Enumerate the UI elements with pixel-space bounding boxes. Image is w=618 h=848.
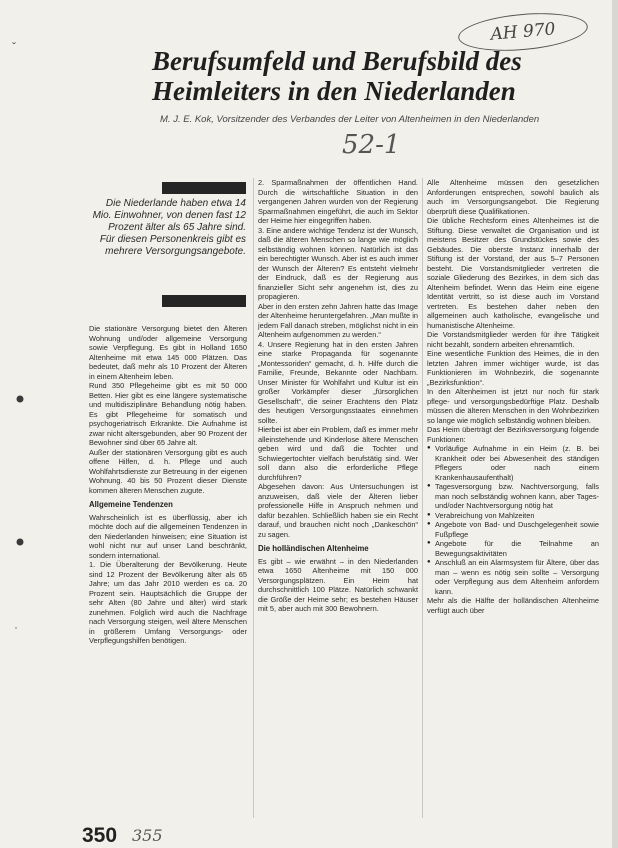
punch-hole-icon <box>15 537 25 547</box>
bullet-text: Vorläufige Aufnahme in ein Heim (z. B. bei Krankheit oder bei Abwesenheit des ständigen Pflegers oder nach einem Krankenhausaufenthalt) <box>435 444 599 482</box>
margin-mark: · <box>14 620 18 634</box>
lead-paragraph: Die Niederlande haben etwa 14 Mio. Einwohner, von denen fast 12 Prozent älter als 65 Jahre sind. Für diesen Personenkreis gibt es mehrere Versorgungsangebote. <box>92 198 246 257</box>
paragraph: Aber in den ersten zehn Jahren hatte das Image der Altenheime heruntergefahren. „Man mußte in jedem Fall danach streben, möglichst nicht in ein Altenheim aufgenommen zu werden.“ <box>258 301 418 339</box>
bullet-text: Verabreichung von Mahlzeiten <box>435 510 535 520</box>
paragraph: Es gibt – wie erwähnt – in den Niederlanden etwa 1650 Altenheime mit 150 000 Versorgungsplätzen. Ein Heim hat durchschnittlich 100 Plätze. Natürlich schwankt die Größe der Heime sehr; es bestehen Häuser mit 5, aber auch mit 300 Bewohnern. <box>258 556 418 613</box>
bullet-icon: ● <box>427 445 431 451</box>
handwritten-note: 52-1 <box>342 130 401 160</box>
handwritten-page-note: 355 <box>132 826 163 845</box>
bullet-text: Tagesversorgung bzw. Nachtversorgung, falls man noch selbständig wohnen kann, aber Tages- und/oder Nachtversorgung nötig hat <box>435 482 599 510</box>
paragraph: 1. Die Überalterung der Bevölkerung. Heute sind 12 Prozent der Bevölkerung älter als 65 Jahre; um das Jahr 2010 werden es ca. 20 Prozent sein. Hauptsächlich die Gruppe der sehr Alten (80 Jahre und älter) wird stark zunehmen. Folglich wird auch die Nachfrage nach Versorgung steigen, weil ältere Menschen in größerem Umfang Versorgungs- oder Verpflegungshilfen benötigen. <box>89 560 247 645</box>
paragraph: 4. Unsere Regierung hat in den ersten Jahren eine starke Propaganda für sogenannte „Montessoriden“ gemacht, d. h. Hilfe durch die Familie, Freunde, Bekannte oder Nachbarn. Unser Minister für Wohlfahrt und Kultur ist ein großer Vorkämpfer dieser „fürsorglichen Gesellschaft“, die seiner Erachtens den Platz des heutigen Versorgungsstaates einnehmen sollte. <box>258 339 418 425</box>
section-heading: Allgemeine Tendenzen <box>89 500 173 509</box>
paragraph: Die übliche Rechtsform eines Altenheimes ist die Stiftung. Diese verwaltet die Organisation und ist meistens Besitzer des Grundstückes sowie des Gebäudes. Die oberste Instanz innerhalb der Stiftung ist der Vorstand, der aus 5–7 Personen besteht. Die Vorstandsmitglieder vertreten die soziale Gliederung des Bezirkes, in dem sich das Altenheim befindet. Wenn das Heim eine eigene Identität vertritt, so ist diese auch im Vorstand vertreten. Es bestehen daher neben den allgemeinen auch katholische, evangelische und humanistische Altenheime. <box>427 216 599 330</box>
bullet-item <box>427 511 599 521</box>
archive-stamp: AH 970 <box>457 8 590 55</box>
bullet-item <box>427 520 599 539</box>
paragraph: 2. Sparmaßnahmen der öffentlichen Hand. Durch die wirtschaftliche Situation in den vergangenen Jahren wurden von der Regierung Sparmaßnahmen eingeführt, die auch im Sektor der Heime hier eingegriffen haben. <box>258 178 418 225</box>
paragraph: Das Heim überträgt der Bezirksversorgung folgende Funktionen: <box>427 425 599 444</box>
paragraph: Die Vorstandsmitglieder werden für ihre Tätigkeit nicht bezahlt, sondern arbeiten ehrenamtlich. <box>427 330 599 349</box>
paragraph: Rund 350 Pflegeheime gibt es mit 50 000 Betten. Hier gibt es eine längere systematische und multidisziplinäre Behandlung nötig haben. Es gibt Pflegeheime für somatisch und psychogeriatrisch Erkrankte. Die Aufnahme ist zwar nicht altersgebunden, aber 90 Prozent der Bewohner sind über 65 Jahre alt. <box>89 381 247 447</box>
text-column-1 <box>89 324 247 646</box>
paragraph: 3. Eine andere wichtige Tendenz ist der Wunsch, daß die älteren Menschen so lange wie möglich selbständig wohnen können. Natürlich ist das ein berechtigter Wunsch. Aber ist es auch immer der Wunsch der Älteren? Es entsteht vielmehr der Eindruck, daß es der Regierung aus finanzieller Sicht sehr angenehm ist, dies zu propagieren. <box>258 225 418 301</box>
paragraph: Wahrscheinlich ist es überflüssig, aber ich möchte doch auf die allgemeinen Tendenzen in den Niederlanden hinweisen; eine Situation ist wohl nicht nur auf unser Land beschränkt, sondern international. <box>89 512 247 560</box>
punch-hole-icon <box>15 394 25 404</box>
paragraph: Mehr als die Hälfte der holländischen Altenheime verfügt auch über <box>427 596 599 615</box>
paragraph: Alle Altenheime müssen den gesetzlichen Anforderungen entsprechen, sowohl baulich als auch im Versorgungsangebot. Die Regierung überprüft diese Qualifikationen. <box>427 178 599 216</box>
lead-bottom-bar <box>162 295 246 307</box>
paragraph: Die stationäre Versorgung bietet den Älteren Wohnung und/oder allgemeine Versorgung sowie Verpflegung. Es gibt in Holland 1650 Altenheime mit etwa 145 000 Plätzen. Das bedeutet, daß mehr als 10 Prozent der Älteren in einem Altenheim leben. <box>89 324 247 381</box>
bullet-icon: ● <box>427 540 431 546</box>
text-column-3 <box>427 178 599 615</box>
column-divider <box>422 178 423 818</box>
bullet-text: Anschluß an ein Alarmsystem für Ältere, über das man – wenn es nötig sein sollte – Versorgung oder Verpflegung aus dem Altenheim anfordern kann. <box>435 558 599 596</box>
bullet-icon: ● <box>427 559 431 565</box>
bullet-text: Angebote für die Teilnahme an Bewegungsaktivitäten <box>435 539 599 558</box>
text-column-2 <box>258 178 418 614</box>
paragraph: Hierbei ist aber ein Problem, daß es immer mehr alleinstehende und Kinderlose ältere Menschen geben wird und daß die Tochter und Schwiegertochter vielfach berufstätig sind. Wer soll dann also die erforderliche Pflege durchführen? <box>258 425 418 482</box>
article-title: Berufsumfeld und Berufsbild des Heimleiters in den Niederlanden <box>152 46 522 106</box>
bullet-icon: ● <box>427 483 431 489</box>
bullet-item <box>427 539 599 558</box>
section-heading: Die holländischen Altenheime <box>258 544 369 553</box>
margin-mark: ˇ <box>12 40 16 54</box>
bullet-item <box>427 482 599 511</box>
paragraph: Außer der stationären Versorgung gibt es auch offene Hilfen, d. h. Pflege und auch Wohlfahrtsdienste zur Betreuung in der eigenen Wohnung. 40 bis 50 Prozent dieser Dienste kommen älteren Menschen zugute. <box>89 447 247 495</box>
bullet-icon: ● <box>427 521 431 527</box>
lead-top-bar <box>162 182 246 194</box>
page-number: 350 <box>82 824 118 847</box>
column-divider <box>253 178 254 818</box>
bullet-item <box>427 558 599 596</box>
paragraph: Abgesehen davon: Aus Untersuchungen ist anzuweisen, daß viele der Älteren lieber professionelle Hilfe in Anspruch nehmen und dafür bezahlen. Schließlich haben sie ein Recht darauf, und brauchen nicht noch „Dankeschön“ zu sagen. <box>258 482 418 539</box>
bullet-icon: ● <box>427 511 431 518</box>
bullet-item <box>427 444 599 482</box>
bullet-text: Angebote von Bad- und Duschgelegenheit sowie Fußpflege <box>435 520 599 539</box>
paragraph: In den Altenheimen ist jetzt nur noch für stark pflege- und versorgungsbedürftige Platz. Deshalb müssen die älteren Menschen in den Wohnbezirken so lange wie möglich selbständig wohnen bleiben. <box>427 387 599 425</box>
author-line: M. J. E. Kok, Vorsitzender des Verbandes der Leiter von Altenheimen in den Niederlanden <box>160 114 540 125</box>
scan-edge <box>612 0 618 848</box>
paragraph: Eine wesentliche Funktion des Heimes, die in den letzten Jahren immer wichtiger wurde, ist das Funktionieren im Wohnbezirk, die sogenannte „Bezirksfunktion“. <box>427 349 599 387</box>
